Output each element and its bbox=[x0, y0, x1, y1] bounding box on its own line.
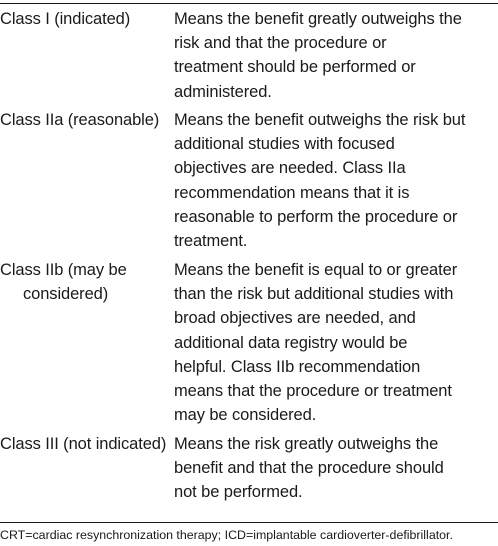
definition-line: not be performed. bbox=[174, 483, 303, 502]
definition-line: Means the benefit is equal to or greater bbox=[174, 261, 458, 279]
definition-line: means that the procedure or treatment bbox=[174, 382, 452, 401]
definition-line: helpful. Class IIb recommendation bbox=[174, 357, 421, 376]
table-footnote: CRT=cardiac resynchronization therapy; ICD=implantable cardioverter-defibrillator. bbox=[0, 528, 453, 542]
definition-line: benefit and that the procedure should bbox=[174, 459, 444, 478]
class-label-class-iib: Class IIb (may be considered) bbox=[0, 261, 127, 304]
definition-line: may be considered. bbox=[174, 406, 317, 425]
definition-line: Means the benefit greatly outweighs the bbox=[174, 10, 462, 28]
definition-line: broad objectives are needed, and bbox=[174, 309, 416, 328]
definition-class-i bbox=[174, 7, 498, 104]
definition-line: Means the risk greatly outweighs the bbox=[174, 435, 439, 453]
definition-line: additional studies with focused bbox=[174, 135, 395, 154]
definition-line: reasonable to perform the procedure or bbox=[174, 207, 458, 226]
table-bottom-rule bbox=[0, 522, 498, 523]
class-label-class-iia: Class IIa (reasonable) bbox=[0, 111, 160, 129]
definition-line: than the risk but additional studies with bbox=[174, 285, 454, 304]
definition-class-iib bbox=[174, 258, 498, 427]
definition-class-iii bbox=[174, 432, 498, 505]
definition-line: administered. bbox=[174, 82, 272, 101]
table-top-rule bbox=[0, 3, 498, 4]
class-label-class-i: Class I (indicated) bbox=[0, 10, 131, 28]
definition-line: recommendation means that it is bbox=[174, 183, 410, 202]
definition-line: treatment. bbox=[174, 232, 248, 251]
definition-line: additional data registry would be bbox=[174, 333, 408, 352]
class-label-class-iii: Class III (not indicated) bbox=[0, 435, 167, 453]
definition-line: treatment should be performed or bbox=[174, 58, 416, 77]
definition-line: risk and that the procedure or bbox=[174, 34, 387, 53]
definition-class-iia bbox=[174, 108, 498, 253]
definition-line: Means the benefit outweighs the risk but bbox=[174, 111, 466, 129]
definition-line: objectives are needed. Class IIa bbox=[174, 159, 406, 178]
